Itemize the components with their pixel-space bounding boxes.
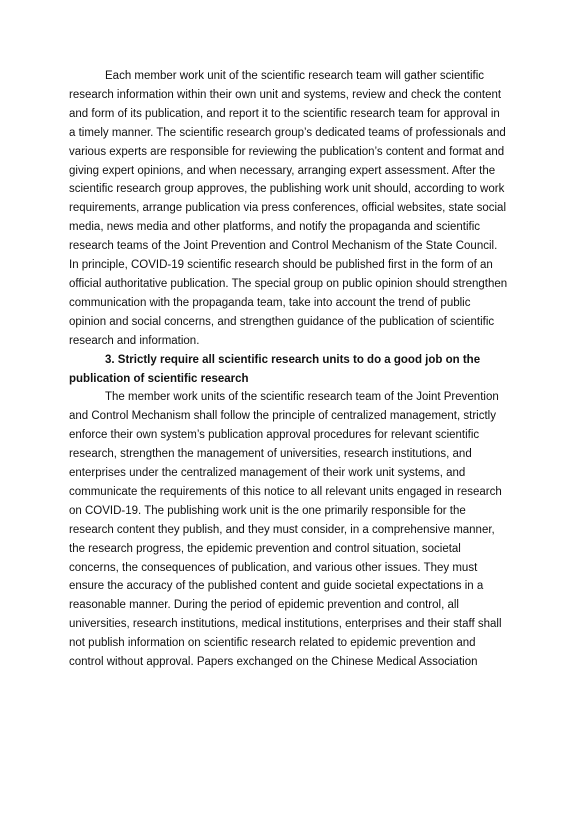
section-heading-3: 3. Strictly require all scientific research units to do a good job on the publication of scientific research — [69, 353, 481, 385]
paragraph-member-units: The member work units of the scientific research team of the Joint Prevention and Control Mechanism shall follow the principle of centralized management, strictly enforce their own system’s publication approval procedures for relevant scientific research, strengthen the management of universities, research institutions, and enterprises under the centralized management of their work unit systems, and communicate the requirements of this notice to all relevant units engaged in research on COVID-19. The publishing work unit is the one primarily responsible for the research content they publish, and they must consider, in a comprehensive manner, the research progress, the epidemic prevention and control situation, societal concerns, the consequences of publication, and various other issues. They must ensure the accuracy of the published content and guide societal expectations in a reasonable manner. During the period of epidemic prevention and control, all universities, research institutions, medical institutions, enterprises and their staff shall not publish information on scientific research related to epidemic prevention and control without approval. Papers exchanged on the Chinese Medical Association — [69, 391, 502, 669]
document-body — [69, 67, 509, 672]
paragraph-approval-process: Each member work unit of the scientific research team will gather scientific research information within their own unit and systems, review and check the content and form of its publication, and report it to the scientific research team for approval in a timely manner. The scientific research group’s dedicated teams of professionals and various experts are responsible for reviewing the publication’s content and format and giving expert opinions, and when necessary, arranging expert assessment. After the scientific research group approves, the publishing work unit should, according to work requirements, arrange publication via press conferences, official websites, state social media, news media and other platforms, and notify the propaganda and scientific research teams of the Joint Prevention and Control Mechanism of the State Council. In principle, COVID-19 scientific research should be published first in the form of an official authoritative publication. The special group on public opinion should strengthen communication with the propaganda team, take into account the trend of public opinion and social concerns, and strengthen guidance of the publication of scientific research and information. — [69, 70, 508, 347]
